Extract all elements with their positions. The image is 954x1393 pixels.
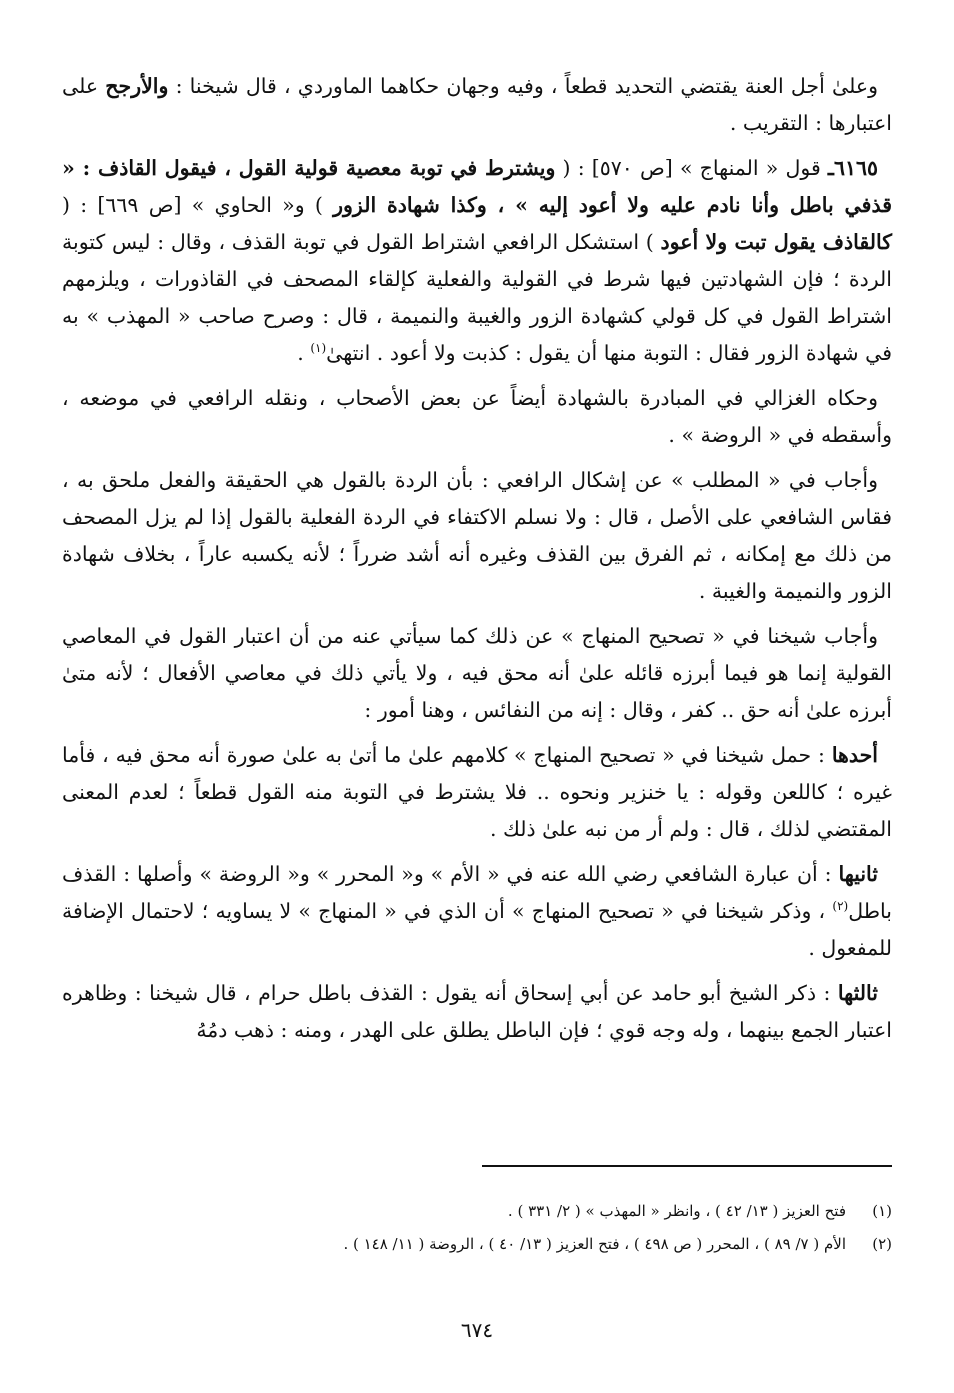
body-text xyxy=(62,68,892,1049)
footnote-text: الأم ( ٧/ ٨٩ ) ، المحرر ( ص ٤٩٨ ) ، فتح العزيز ( ١٣/ ٤٠ ) ، الروضة ( ١١/ ١٤٨ ) . xyxy=(343,1235,846,1253)
text-run: : ذكر الشيخ أبو حامد عن أبي إسحاق أنه يقول : القذف باطل حرام ، قال شيخنا : وظاهره اعتبار الجمع بينهما ، وله وجه قوي ؛ فإن الباطل يطلق على الهدر ، ومنه : ذهب دمُهُ xyxy=(62,981,892,1042)
text-run: : أن عبارة الشافعي رضي الله عنه في « الأم » و« المحرر » و« الروضة » وأصلها : القذف باطل xyxy=(62,862,892,923)
footnote-number: (١) xyxy=(872,1202,892,1220)
bold-text: أحدها xyxy=(831,743,878,767)
paragraph xyxy=(62,856,892,967)
bold-text: والأرجح xyxy=(105,74,169,98)
footnote-number: (٢) xyxy=(872,1235,892,1253)
paragraph xyxy=(62,462,892,610)
bold-text: ثانيها xyxy=(838,862,878,886)
bold-text: ٦١٦٥ـ xyxy=(827,156,878,180)
footnote-ref: (١) xyxy=(310,341,327,356)
text-run: وأجاب شيخنا في « تصحيح المنهاج » عن ذلك كما سيأتي عنه من أن اعتبار القول في المعاصي القولية إنما هو فيما أبرزه قائله علىٰ أنه محق فيه ، ولا يأتي ذلك في معاصي الأفعال ؛ لأنه متىٰ أبرزه علىٰ أنه حق .. كفر ، وقال : إنه من النفائس ، وهنا أمور : xyxy=(62,624,892,722)
footnote-text: فتح العزيز ( ١٣/ ٤٢ ) ، وانظر « المهذب » ( ٢/ ٣٣١ ) . xyxy=(507,1202,846,1220)
page-number: ٦٧٤ xyxy=(460,1318,494,1342)
footnote-ref: (٢) xyxy=(832,899,849,914)
text-run: : حمل شيخنا في « تصحيح المنهاج » كلامهم علىٰ ما أتىٰ به علىٰ صورة أنه محق فيه ، فأما غيره ؛ كاللعن وقوله : يا خنزير ونحوه .. فلا يشترط في التوبة منه القول قطعاً ؛ لعدم المعنى المقتضي لذلك ، قال : ولم أر من نبه علىٰ ذلك . xyxy=(62,743,892,841)
footnotes xyxy=(62,1195,892,1261)
footnote-1 xyxy=(62,1195,892,1228)
text-run: ، وذكر شيخنا في « تصحيح المنهاج » أن الذي في « المنهاج » لا يساويه ؛ لاحتمال الإضافة للمفعول . xyxy=(62,899,892,960)
bold-text: ويشترط في توبة معصية قولية القول ، فيقول القاذف : « قذفي باطل وأنا نادم عليه ولا أعود إليه » ، وكذا شهادة الزور xyxy=(62,156,892,217)
paragraph xyxy=(62,68,892,142)
text-run: ) استشكل الرافعي اشتراط القول في توبة القذف ، وقال : ليس كتوبة الردة ؛ فإن الشهادتين فيها شرط في القولية والفعلية كإلقاء المصحف في القاذورات ، ويلزمهم اشتراط القول في كل قولي كشهادة الزور والغيبة والنميمة ، قال : وصرح صاحب « المهذب » به في شهادة الزور فقال : التوبة منها أن يقول : كذبت ولا أعود . انتهىٰ xyxy=(62,230,892,365)
paragraph xyxy=(62,618,892,729)
text-run: ) و« الحاوي » [ص ٦٦٩] : ( xyxy=(62,193,334,217)
paragraph xyxy=(62,737,892,848)
footnote-divider xyxy=(482,1165,892,1167)
text-run: وأجاب في « المطلب » عن إشكال الرافعي : بأن الردة بالقول هي الحقيقة والفعل ملحق به ، فقاس الشافعي على الأصل ، قال : ولا نسلم الاكتفاء في الردة الفعلية بالقول إذا لم يزل المصحف من ذلك مع إمكانه ، ثم الفرق بين القذف وغيره أنه أشد ضرراً ؛ لأنه يكسبه عاراً ، بخلاف شهادة الزور والنميمة والغيبة . xyxy=(62,468,892,603)
paragraph xyxy=(62,975,892,1049)
text-run: . xyxy=(297,341,311,365)
text-run: وحكاه الغزالي في المبادرة بالشهادة أيضاً عن بعض الأصحاب ، ونقله الرافعي في موضعه ، وأسقطه في « الروضة » . xyxy=(62,386,892,447)
bold-text: كالقاذف يقول تبت ولا أعود xyxy=(660,230,893,254)
bold-text: ثالثها xyxy=(837,981,878,1005)
footnote-2 xyxy=(62,1228,892,1261)
text-run: وعلىٰ أجل العنة يقتضي التحديد قطعاً ، وفيه وجهان حكاهما الماوردي ، قال شيخنا : xyxy=(168,74,878,98)
text-run: قول « المنهاج » [ص ٥٧٠] : ( xyxy=(555,156,828,180)
text-run: على اعتبارها : التقريب . xyxy=(62,74,892,135)
paragraph xyxy=(62,380,892,454)
paragraph xyxy=(62,150,892,372)
